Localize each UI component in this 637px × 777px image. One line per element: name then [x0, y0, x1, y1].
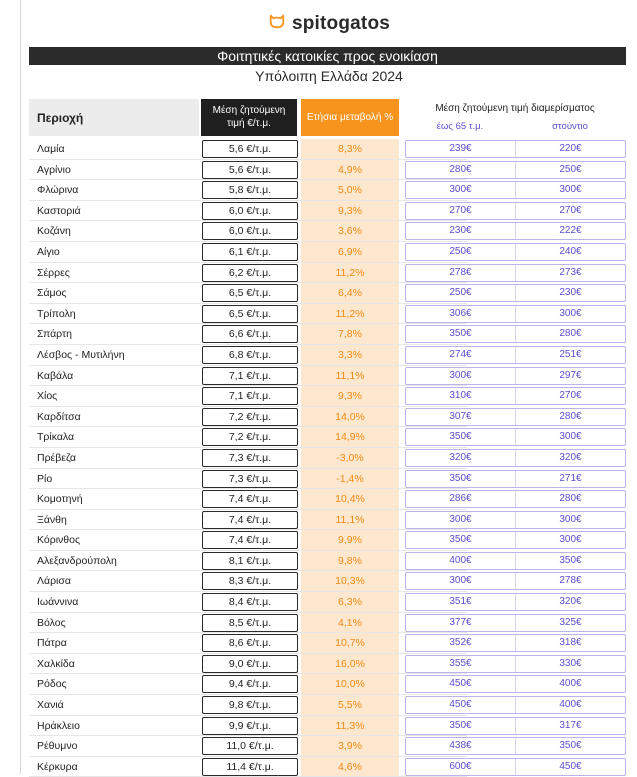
price-up-to-65: 352€ [449, 637, 472, 649]
table-row [21, 427, 637, 448]
annual-change-cell: 4,6% [301, 757, 399, 777]
price-studio: 280€ [559, 410, 582, 422]
apartment-price-cell [405, 428, 626, 446]
annual-change-cell: 3,3% [301, 345, 399, 366]
region-name: Αγρίνιο [37, 163, 71, 176]
price-up-to-65: 377€ [449, 616, 472, 628]
apartment-price-cell [405, 408, 626, 426]
price-studio: 230€ [559, 287, 582, 299]
annual-change-cell: 3,9% [301, 736, 399, 757]
region-name: Ρόδος [37, 678, 67, 691]
region-name: Τρίκαλα [37, 431, 75, 444]
table-row [21, 201, 637, 222]
price-up-to-65: 300€ [449, 575, 472, 587]
table-row [21, 469, 637, 490]
price-studio: 300€ [559, 513, 582, 525]
avg-price-cell: 6,5 €/τ.μ. [202, 284, 298, 302]
annual-change-cell: 10,0% [301, 674, 399, 695]
price-studio: 280€ [559, 493, 582, 505]
annual-change-cell: 6,3% [301, 592, 399, 613]
annual-change-cell: 5,0% [301, 180, 399, 201]
price-studio: 300€ [559, 534, 582, 546]
apartment-price-cell [405, 367, 626, 385]
table-row [21, 263, 637, 284]
region-name: Βόλος [37, 616, 66, 629]
price-up-to-65: 355€ [449, 657, 472, 669]
price-studio: 222€ [559, 225, 582, 237]
price-studio: 330€ [559, 657, 582, 669]
apartment-price-cell [405, 614, 626, 632]
avg-price-cell: 7,2 €/τ.μ. [202, 408, 298, 426]
region-name: Καστοριά [37, 204, 81, 217]
apartment-price-cell [405, 675, 626, 693]
avg-price-cell: 9,9 €/τ.μ. [202, 717, 298, 735]
avg-price-cell: 7,4 €/τ.μ. [202, 531, 298, 549]
table-row [21, 571, 637, 592]
avg-price-cell: 8,5 €/τ.μ. [202, 614, 298, 632]
avg-price-cell: 6,0 €/τ.μ. [202, 222, 298, 240]
table-row [21, 407, 637, 428]
region-name: Πάτρα [37, 637, 67, 650]
price-studio: 270€ [559, 204, 582, 216]
price-up-to-65: 300€ [449, 513, 472, 525]
annual-change-cell: 14,0% [301, 407, 399, 428]
table-row [21, 221, 637, 242]
table-row [21, 180, 637, 201]
price-up-to-65: 600€ [449, 760, 472, 772]
apartment-price-cell [405, 696, 626, 714]
avg-price-cell: 11,0 €/τ.μ. [202, 737, 298, 755]
cat-icon [268, 12, 286, 35]
annual-change-cell: 10,7% [301, 633, 399, 654]
avg-price-cell: 6,2 €/τ.μ. [202, 264, 298, 282]
table-row [21, 242, 637, 263]
apartment-price-cell [405, 634, 626, 652]
avg-price-cell: 7,4 €/τ.μ. [202, 490, 298, 508]
price-up-to-65: 239€ [449, 143, 472, 154]
region-name: Σέρρες [37, 266, 70, 279]
table-row [21, 551, 637, 572]
table-row [21, 489, 637, 510]
table-row [21, 530, 637, 551]
avg-price-cell: 11,4 €/τ.μ. [202, 758, 298, 776]
avg-price-cell: 7,3 €/τ.μ. [202, 449, 298, 467]
price-studio: 297€ [559, 369, 582, 381]
apartment-price-cell [405, 202, 626, 220]
avg-price-cell: 7,4 €/τ.μ. [202, 511, 298, 529]
region-name: Λέσβος - Μυτιλήνη [37, 348, 125, 361]
annual-change-cell: 3,6% [301, 221, 399, 242]
apartment-price-cell [405, 758, 626, 776]
header-region: Περιοχή [29, 99, 199, 136]
table-row [21, 366, 637, 387]
apartment-price-cell [405, 325, 626, 343]
apartment-price-cell [405, 593, 626, 611]
apartment-price-cell [405, 284, 626, 302]
table-row [21, 386, 637, 407]
avg-price-cell: 5,6 €/τ.μ. [202, 140, 298, 158]
annual-change-cell: 6,4% [301, 283, 399, 304]
apartment-price-cell [405, 655, 626, 673]
header-up-to-65: έως 65 τ.μ. [436, 121, 484, 132]
avg-price-cell: 6,0 €/τ.μ. [202, 202, 298, 220]
price-studio: 300€ [559, 307, 582, 319]
table-row [21, 633, 637, 654]
price-studio: 270€ [559, 390, 582, 402]
table-row [21, 345, 637, 366]
avg-price-cell: 7,1 €/τ.μ. [202, 387, 298, 405]
apartment-price-cell [405, 305, 626, 323]
apartment-price-cell [405, 572, 626, 590]
region-name: Κόρινθος [37, 534, 81, 547]
apartment-price-cell [405, 243, 626, 261]
price-studio: 320€ [559, 596, 582, 608]
price-up-to-65: 450€ [449, 699, 472, 711]
price-up-to-65: 350€ [449, 328, 472, 340]
price-up-to-65: 250€ [449, 287, 472, 299]
price-studio: 350€ [559, 740, 582, 752]
infographic-card [20, 0, 637, 774]
table-row [21, 736, 637, 757]
annual-change-cell: 9,3% [301, 386, 399, 407]
table-row [21, 283, 637, 304]
region-name: Αλεξανδρούπολη [37, 554, 117, 567]
apartment-price-cell [405, 470, 626, 488]
annual-change-cell: 10,3% [301, 571, 399, 592]
avg-price-cell: 5,8 €/τ.μ. [202, 181, 298, 199]
annual-change-cell: 9,8% [301, 551, 399, 572]
table-row [21, 716, 637, 737]
region-name: Χίος [37, 390, 58, 403]
price-up-to-65: 270€ [449, 204, 472, 216]
price-up-to-65: 306€ [449, 307, 472, 319]
annual-change-cell: 5,5% [301, 695, 399, 716]
annual-change-cell: 11,2% [301, 304, 399, 325]
apartment-price-cell [405, 140, 626, 158]
annual-change-cell: 8,3% [301, 139, 399, 160]
price-up-to-65: 280€ [449, 163, 472, 175]
price-up-to-65: 286€ [449, 493, 472, 505]
table-row [21, 448, 637, 469]
table-row [21, 139, 637, 160]
table-row [21, 324, 637, 345]
header-studio: στούντιο [552, 121, 588, 132]
price-up-to-65: 350€ [449, 534, 472, 546]
avg-price-cell: 7,2 €/τ.μ. [202, 428, 298, 446]
region-name: Λάρισα [37, 575, 71, 588]
avg-price-cell: 6,8 €/τ.μ. [202, 346, 298, 364]
table-row [21, 510, 637, 531]
avg-price-cell: 8,6 €/τ.μ. [202, 634, 298, 652]
avg-price-cell: 7,3 €/τ.μ. [202, 470, 298, 488]
apartment-price-cell [405, 552, 626, 570]
apartment-price-cell [405, 511, 626, 529]
region-name: Τρίπολη [37, 307, 76, 320]
region-name: Λαμία [37, 143, 65, 155]
region-name: Ξάνθη [37, 513, 67, 526]
avg-price-cell: 7,1 €/τ.μ. [202, 367, 298, 385]
region-name: Ιωάννινα [37, 596, 79, 609]
avg-price-cell: 8,4 €/τ.μ. [202, 593, 298, 611]
annual-change-cell: 4,9% [301, 160, 399, 181]
region-name: Χαλκίδα [37, 657, 75, 670]
annual-change-cell: 4,1% [301, 613, 399, 634]
avg-price-cell: 6,5 €/τ.μ. [202, 305, 298, 323]
price-studio: 278€ [559, 575, 582, 587]
apartment-price-cell [405, 737, 626, 755]
price-studio: 240€ [559, 245, 582, 257]
price-studio: 350€ [559, 554, 582, 566]
price-studio: 317€ [559, 719, 582, 731]
annual-change-cell: 6,9% [301, 242, 399, 263]
annual-change-cell: 10,4% [301, 489, 399, 510]
price-up-to-65: 250€ [449, 245, 472, 257]
region-name: Σπάρτη [37, 328, 72, 341]
apartment-price-cell [405, 264, 626, 282]
price-up-to-65: 450€ [449, 678, 472, 690]
apartment-price-cell [405, 717, 626, 735]
price-studio: 250€ [559, 163, 582, 175]
table-header [21, 97, 637, 137]
region-name: Φλώρινα [37, 184, 79, 197]
price-up-to-65: 351€ [449, 596, 472, 608]
price-studio: 300€ [559, 184, 582, 196]
header-avg-price: Μέση ζητούμενη τιμή €/τ.μ. [201, 99, 297, 136]
price-up-to-65: 350€ [449, 719, 472, 731]
brand-logo[interactable] [21, 12, 637, 35]
price-up-to-65: 300€ [449, 369, 472, 381]
table-row [21, 160, 637, 181]
price-studio: 325€ [559, 616, 582, 628]
price-up-to-65: 230€ [449, 225, 472, 237]
region-name: Κοζάνη [37, 225, 71, 238]
price-up-to-65: 350€ [449, 431, 472, 443]
price-studio: 400€ [559, 678, 582, 690]
region-name: Κέρκυρα [37, 760, 78, 773]
region-name: Καβάλα [37, 369, 74, 382]
price-studio: 300€ [559, 431, 582, 443]
price-up-to-65: 320€ [449, 451, 472, 463]
price-up-to-65: 300€ [449, 184, 472, 196]
region-name: Πρέβεζα [37, 451, 76, 464]
price-studio: 271€ [559, 472, 582, 484]
table-row [21, 674, 637, 695]
price-up-to-65: 310€ [449, 390, 472, 402]
price-studio: 318€ [559, 637, 582, 649]
region-name: Αίγιο [37, 245, 60, 258]
price-studio: 220€ [559, 143, 582, 154]
table-row [21, 304, 637, 325]
apartment-price-cell [405, 490, 626, 508]
page-title: Φοιτητικές κατοικίες προς ενοικίαση [29, 47, 626, 65]
price-up-to-65: 274€ [449, 348, 472, 360]
price-up-to-65: 278€ [449, 266, 472, 278]
region-name: Κομοτηνή [37, 493, 83, 506]
apartment-price-cell [405, 181, 626, 199]
annual-change-cell: 9,3% [301, 201, 399, 222]
annual-change-cell: -3,0% [301, 448, 399, 469]
annual-change-cell: 9,9% [301, 530, 399, 551]
header-apartment-price: Μέση ζητούμενη τιμή διαμερίσματος [435, 103, 595, 114]
annual-change-cell: 14,9% [301, 427, 399, 448]
apartment-price-cell [405, 161, 626, 179]
annual-change-cell: -1,4% [301, 469, 399, 490]
apartment-price-cell [405, 387, 626, 405]
avg-price-cell: 9,0 €/τ.μ. [202, 655, 298, 673]
avg-price-cell: 8,3 €/τ.μ. [202, 572, 298, 590]
apartment-price-cell [405, 531, 626, 549]
table-row [21, 695, 637, 716]
table-row [21, 613, 637, 634]
apartment-price-cell [405, 346, 626, 364]
price-studio: 320€ [559, 451, 582, 463]
price-up-to-65: 307€ [449, 410, 472, 422]
price-up-to-65: 350€ [449, 472, 472, 484]
region-name: Ηράκλειο [37, 719, 80, 732]
price-studio: 450€ [559, 760, 582, 772]
annual-change-cell: 11,1% [301, 366, 399, 387]
annual-change-cell: 16,0% [301, 654, 399, 675]
region-name: Χανιά [37, 699, 64, 712]
avg-price-cell: 8,1 €/τ.μ. [202, 552, 298, 570]
region-name: Σάμος [37, 287, 67, 300]
price-studio: 251€ [559, 348, 582, 360]
table-row [21, 592, 637, 613]
avg-price-cell: 5,6 €/τ.μ. [202, 161, 298, 179]
price-up-to-65: 438€ [449, 740, 472, 752]
header-annual-change: Ετήσια μεταβολή % [301, 99, 399, 136]
brand-name: spitogatos [291, 12, 391, 34]
price-studio: 273€ [559, 266, 582, 278]
apartment-price-cell [405, 222, 626, 240]
region-name: Ρίο [37, 472, 53, 485]
avg-price-cell: 6,1 €/τ.μ. [202, 243, 298, 261]
avg-price-cell: 9,4 €/τ.μ. [202, 675, 298, 693]
region-name: Καρδίτσα [37, 410, 81, 423]
price-up-to-65: 400€ [449, 554, 472, 566]
table-row [21, 654, 637, 675]
annual-change-cell: 11,3% [301, 716, 399, 737]
region-name: Ρέθυμνο [37, 740, 78, 753]
price-studio: 280€ [559, 328, 582, 340]
annual-change-cell: 11,2% [301, 263, 399, 284]
annual-change-cell: 7,8% [301, 324, 399, 345]
apartment-price-cell [405, 449, 626, 467]
table-body [21, 139, 637, 777]
page-subtitle: Υπόλοιπη Ελλάδα 2024 [255, 68, 403, 84]
avg-price-cell: 6,6 €/τ.μ. [202, 325, 298, 343]
annual-change-cell: 11,1% [301, 510, 399, 531]
price-studio: 400€ [559, 699, 582, 711]
avg-price-cell: 9,8 €/τ.μ. [202, 696, 298, 714]
